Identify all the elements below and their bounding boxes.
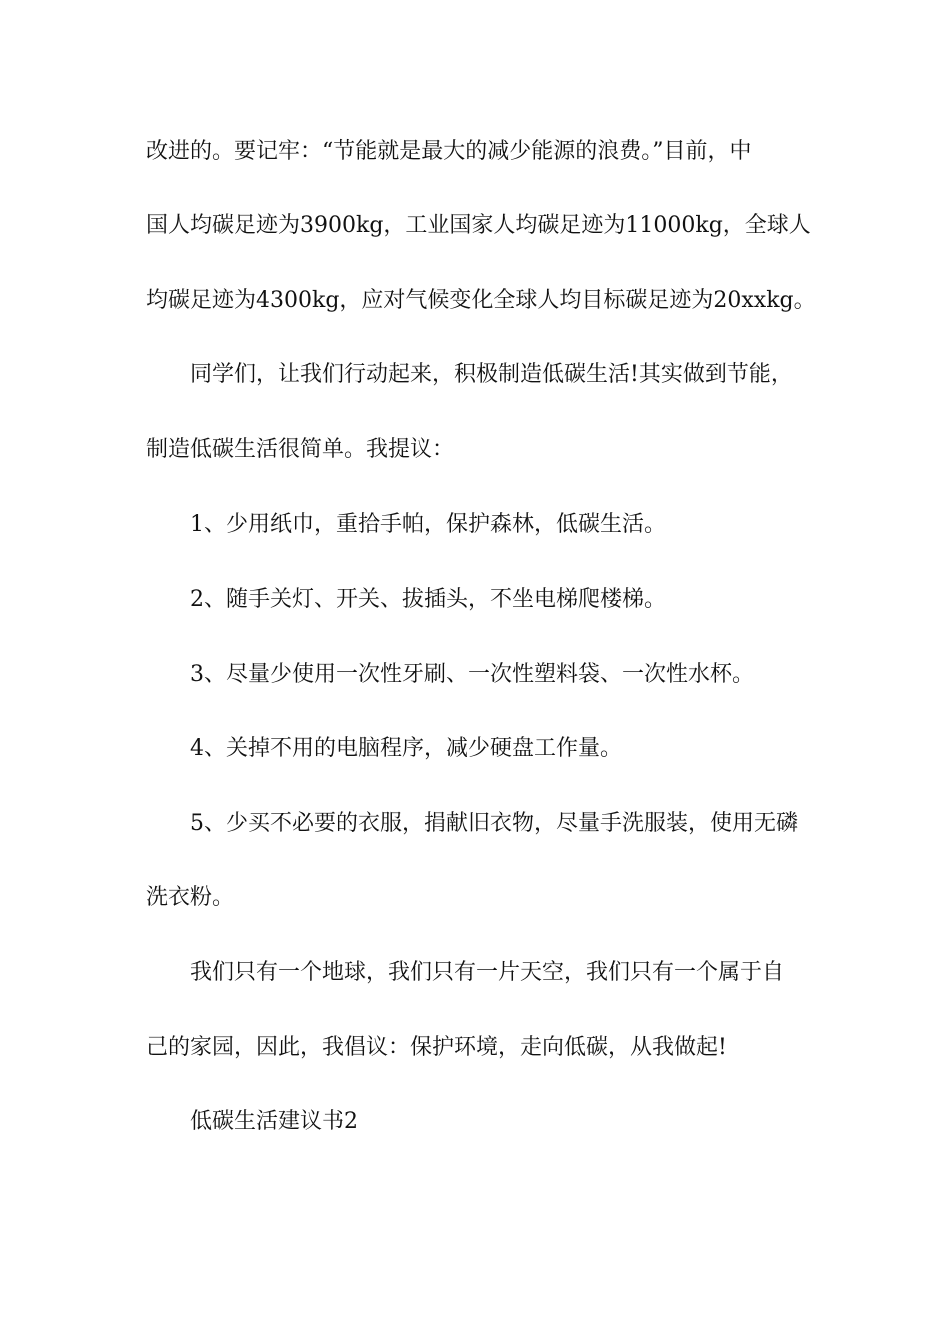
paragraph-continuation-line-1: 改进的。要记牢：“节能就是最大的减少能源的浪费。”目前，中 <box>146 139 752 164</box>
suggestion-item-2: 2、随手关灯、开关、拔插头，不坐电梯爬楼梯。 <box>190 587 666 612</box>
paragraph-continuation-line-2: 国人均碳足迹为3900kg，工业国家人均碳足迹为11000kg，全球人 <box>146 213 811 238</box>
paragraph-call-to-action-line-1: 同学们，让我们行动起来，积极制造低碳生活!其实做到节能， <box>190 362 793 387</box>
suggestion-item-1: 1、少用纸巾，重拾手帕，保护森林，低碳生活。 <box>190 512 666 537</box>
suggestion-item-3: 3、尽量少使用一次性牙刷、一次性塑料袋、一次性水杯。 <box>190 662 754 687</box>
section-title: 低碳生活建议书2 <box>190 1109 358 1134</box>
paragraph-closing-line-2: 己的家园，因此，我倡议：保护环境，走向低碳，从我做起! <box>146 1035 727 1060</box>
suggestion-item-5-line-1: 5、少买不必要的衣服，捐献旧衣物，尽量手洗服装，使用无磷 <box>190 811 798 836</box>
paragraph-continuation-line-3: 均碳足迹为4300kg，应对气候变化全球人均目标碳足迹为20xxkg。 <box>146 288 816 313</box>
paragraph-call-to-action-line-2: 制造低碳生活很简单。我提议： <box>146 437 455 462</box>
suggestion-item-4: 4、关掉不用的电脑程序，减少硬盘工作量。 <box>190 736 622 761</box>
suggestion-item-5-line-2: 洗衣粉。 <box>146 885 235 910</box>
paragraph-closing-line-1: 我们只有一个地球，我们只有一片天空，我们只有一个属于自 <box>190 960 785 985</box>
